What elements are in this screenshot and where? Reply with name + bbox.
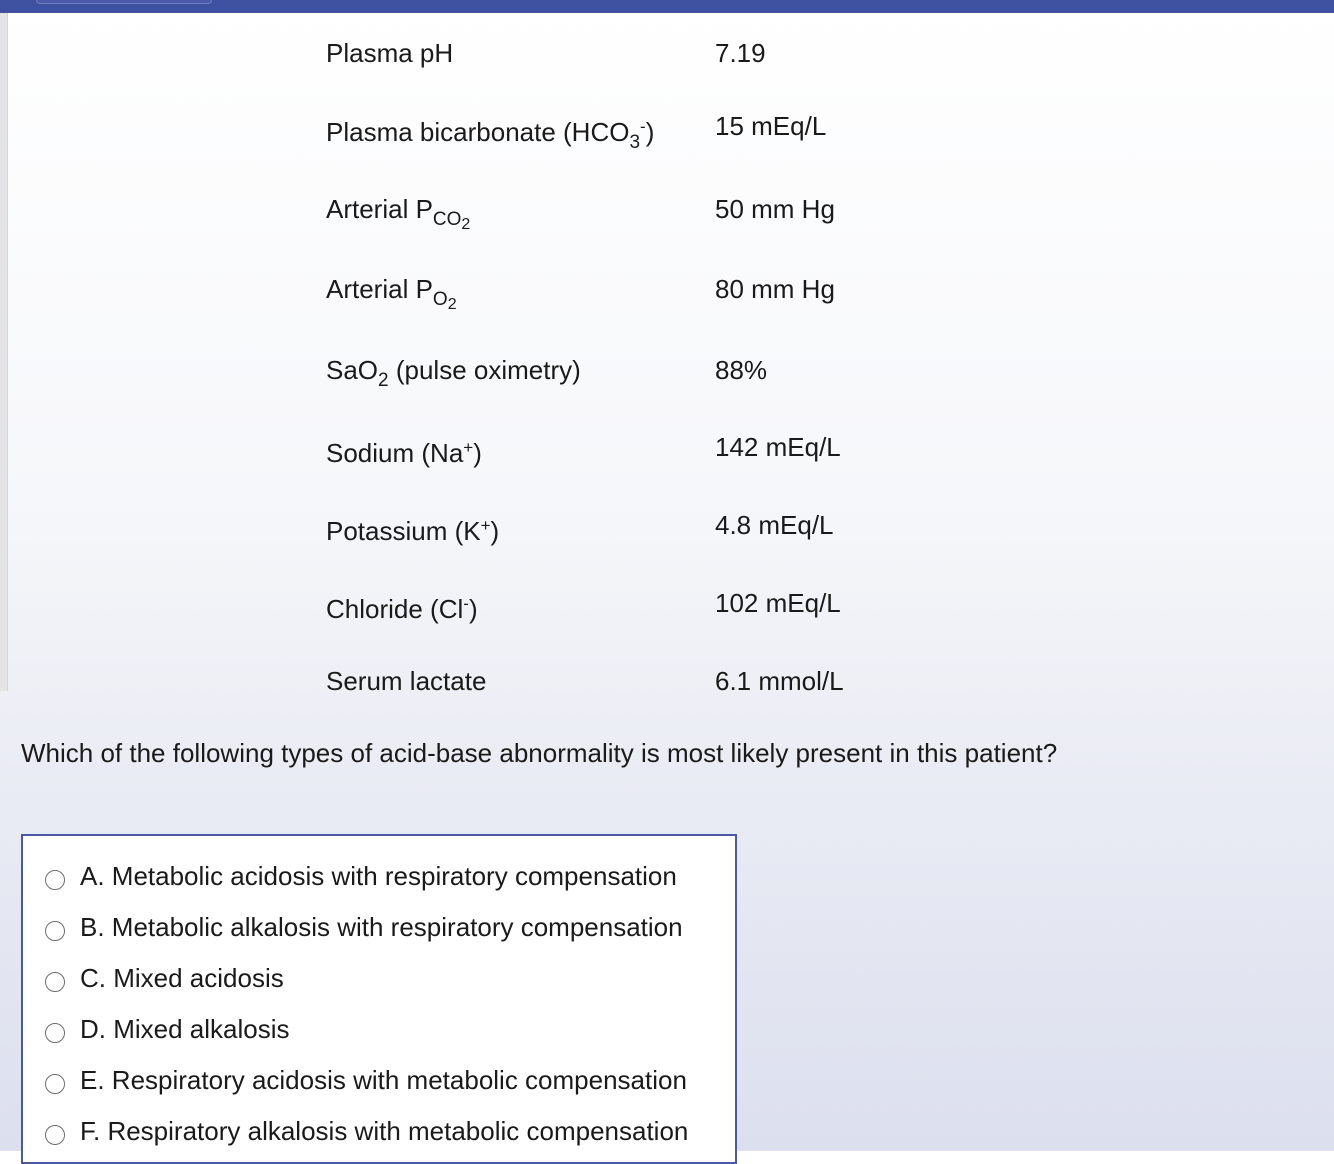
option-a-label[interactable]: A. Metabolic acidosis with respiratory compensation xyxy=(80,861,677,891)
option-f-radio[interactable] xyxy=(45,1125,65,1145)
lab-label-arterial-pco2: Arterial $P_{CO_2}$ xyxy=(326,194,471,233)
option-e-label[interactable]: E. Respiratory acidosis with metabolic compensation xyxy=(80,1065,687,1095)
lab-label-potassium: Potassium (K+) xyxy=(326,516,500,546)
option-b[interactable] xyxy=(45,907,735,947)
lab-label-chloride: Chloride (Cl-) xyxy=(326,594,478,624)
lab-value-arterial-po2: 80 mm Hg xyxy=(715,274,835,304)
lab-label-sao2: SaO$_2$ (pulse oximetry) xyxy=(326,355,581,391)
lab-label-arterial-po2: Arterial $P_{O_2}$ xyxy=(326,274,457,313)
lab-value-potassium: 4.8 mEq/L xyxy=(715,510,834,540)
lab-value-sao2: 88% xyxy=(715,355,768,385)
option-d[interactable] xyxy=(45,1009,735,1049)
option-a-radio[interactable] xyxy=(45,870,65,890)
lab-label-plasma-ph: Plasma pH xyxy=(326,38,454,68)
option-b-label[interactable]: B. Metabolic alkalosis with respiratory compensation xyxy=(80,912,683,942)
question-text: Which of the following types of acid-base abnormality is most likely present in this patient? xyxy=(21,738,1058,768)
lab-value-plasma-ph: 7.19 xyxy=(715,38,766,68)
lab-value-chloride: 102 mEq/L xyxy=(715,588,841,618)
lab-label-plasma-bicarbonate: Plasma bicarbonate $(HCO_3^-)$ xyxy=(326,117,655,153)
option-c-label[interactable]: C. Mixed acidosis xyxy=(80,963,284,993)
lab-value-plasma-bicarbonate: 15 mEq/L xyxy=(715,111,827,141)
lab-value-arterial-pco2: 50 mm Hg xyxy=(715,194,835,224)
option-c-radio[interactable] xyxy=(45,972,65,992)
lab-value-sodium: 142 mEq/L xyxy=(715,432,841,462)
option-c[interactable] xyxy=(45,958,735,998)
option-d-radio[interactable] xyxy=(45,1023,65,1043)
option-f[interactable] xyxy=(45,1111,735,1151)
lab-label-serum-lactate: Serum lactate xyxy=(326,666,487,696)
lab-value-serum-lactate: 6.1 mmol/L xyxy=(715,666,844,696)
option-d-label[interactable]: D. Mixed alkalosis xyxy=(80,1014,290,1044)
answer-options xyxy=(21,834,737,1164)
option-b-radio[interactable] xyxy=(45,921,65,941)
option-e-radio[interactable] xyxy=(45,1074,65,1094)
option-a[interactable] xyxy=(45,856,735,896)
lab-label-sodium: Sodium (Na+) xyxy=(326,438,482,468)
option-f-label[interactable]: F. Respiratory alkalosis with metabolic compensation xyxy=(80,1116,689,1146)
option-e[interactable] xyxy=(45,1060,735,1100)
